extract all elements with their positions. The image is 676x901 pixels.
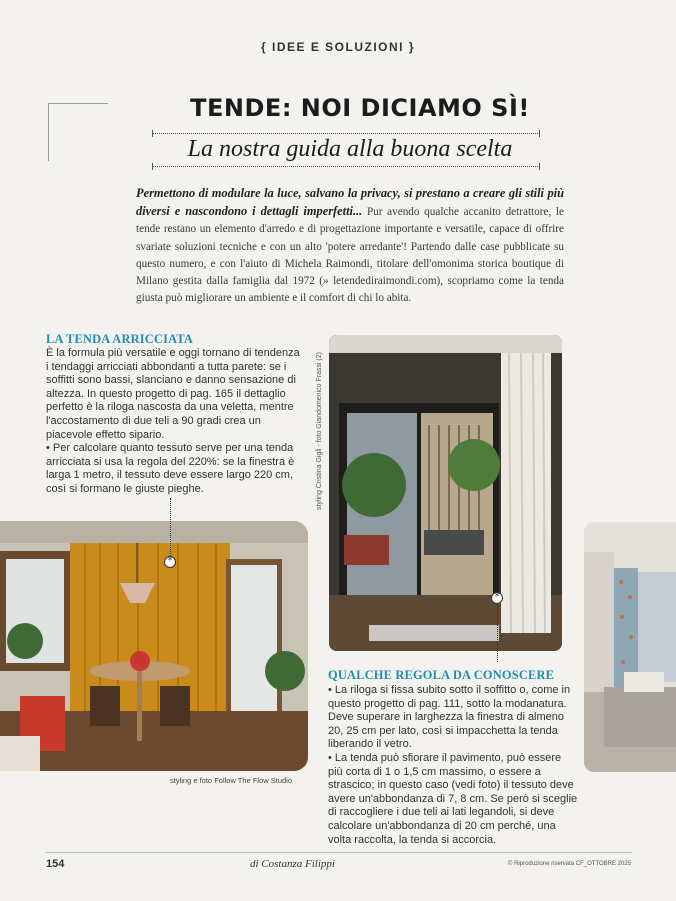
- window-curtain-photo: [329, 335, 562, 651]
- section2-paragraph-1: • La riloga si fissa subito sotto il soffitto o, come in questo progetto di pag. 111, sotto la modanatura. Deve superare in larghezza la finestra di almeno 20, 25 cm per lato, così si impacchetta la tenda liberando il vetro.: [328, 684, 571, 751]
- footer-rule: [46, 852, 632, 853]
- section-tag: { IDEE E SOLUZIONI }: [260, 40, 416, 54]
- section2-text: [328, 684, 578, 847]
- copyright-footnote: © Riproduzione riservata CF_OTTOBRE 2025: [508, 861, 632, 867]
- dining-room-photo: [0, 521, 308, 771]
- bedroom-illustration: [584, 522, 676, 772]
- section1-paragraph-1: È la formula più versatile e oggi tornano di tendenza i tendaggi arricciati abbondanti a tutta parete: se i soffitti sono bassi, slanciano e danno sensazione di altezza. In questo progetto di pag. 165 il dettaglio perfetto è la riloga nascosta da una veletta, mentre l'accostamento di due teli a 90 gradi crea un piacevole effetto sipario.: [46, 347, 300, 441]
- pin-line-left: [170, 498, 171, 556]
- section2-heading: QUALCHE REGOLA DA CONOSCERE: [328, 668, 555, 682]
- pin-line-mid: [497, 604, 498, 662]
- bedroom-photo: [584, 522, 676, 772]
- photo-credit-vertical: styling Cristina Gigli - foto Giandomenico Frassi (2): [316, 352, 323, 510]
- section1-paragraph-2: • Per calcolare quanto tessuto serve per una tenda arricciata si usa la regola del 220%: se la finestra è larga 1 metro, il tessuto deve essere largo 220 cm, così si formano le giuste pieghe.: [46, 442, 295, 495]
- intro-paragraph: [136, 185, 564, 307]
- page-title: TENDE: NOI DICIAMO SÌ!: [190, 94, 530, 122]
- title-rule-top: [152, 133, 540, 134]
- page-number: 154: [46, 858, 65, 870]
- author-byline: di Costanza Filippi: [250, 858, 335, 870]
- dining-room-illustration: [0, 521, 308, 771]
- section1-text: [46, 347, 304, 497]
- page-subtitle: La nostra guida alla buona scelta: [187, 136, 513, 162]
- photo-credit-left: styling e foto Follow The Flow Studio: [170, 776, 293, 785]
- section1-heading: LA TENDA ARRICCIATA: [46, 332, 194, 346]
- title-rule-bottom: [152, 166, 540, 167]
- corner-mark: [48, 103, 108, 161]
- pin-marker-mid: *: [491, 592, 503, 604]
- intro-lead: Permettono di modulare la luce, salvano la privacy, si prestano a creare gli stili più diversi e nascondono i dettagli imperfetti...: [136, 186, 564, 219]
- pin-marker-left: *: [164, 556, 176, 568]
- intro-body: Pur avendo qualche accanito detrattore, le tende restano un elemento d'arredo e di progettazione importante e versatile, capace di offrire svariate soluzioni tecniche e con un alto 'potere arredante'! Partendo dalle case pubblicate su questo numero, e con l'aiuto di Michela Raimondi, titolare dell'omonima storica boutique di Milano gestita dalla famiglia dal 1972 (» letendediraimondi.com), scopriamo come la tenda giusta può migliorare un ambiente e il comfort di chi lo abita.: [136, 206, 564, 305]
- window-curtain-illustration: [329, 335, 562, 651]
- section2-paragraph-2: • La tenda può sfiorare il pavimento, può essere più corta di 1 o 1,5 cm massimo, o essere a strascico; in questo caso (vedi foto) il tessuto deve avere un'abbondanza di 7, 8 cm. Se però si sceglie di raccogliere i due teli ai lati legandoli, si deve calcolare un'abbondanza di 20 cm perché, una volta raccolta, la tenda si accorcia.: [328, 751, 578, 846]
